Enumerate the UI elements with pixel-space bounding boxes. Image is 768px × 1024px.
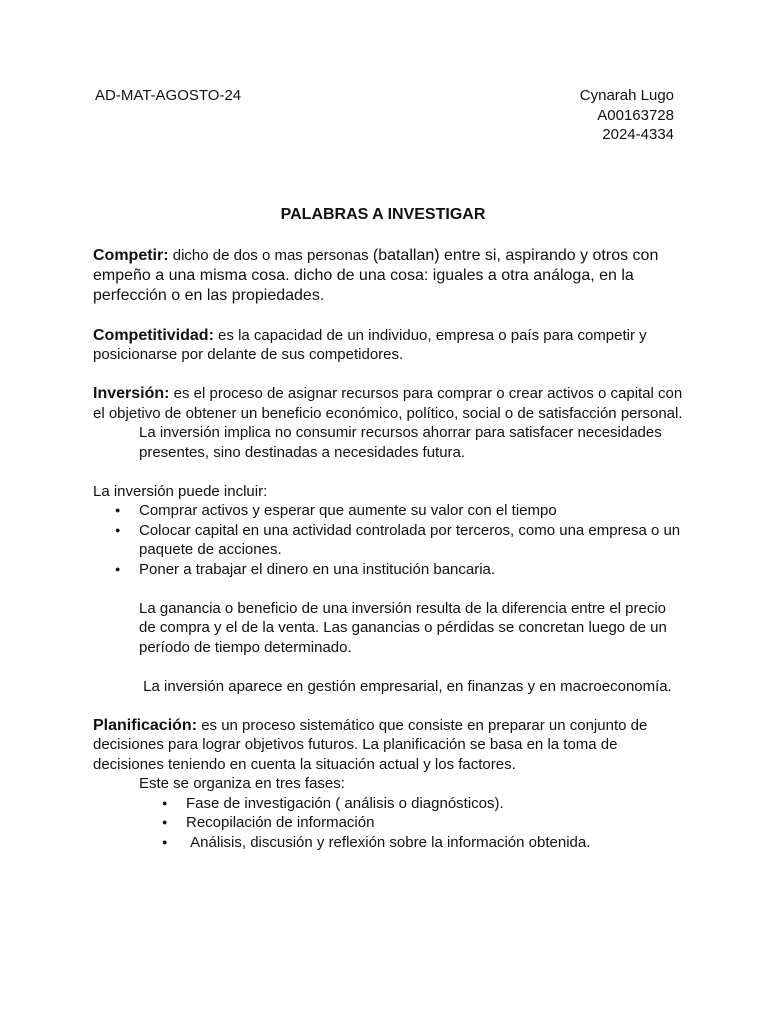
course-code: AD-MAT-AGOSTO-24 <box>95 87 242 104</box>
competir-paragraph <box>93 246 683 306</box>
ganancia-paragraph: La ganancia o beneficio de una inversión resulta de la diferencia entre el precio de compra y el de la venta. Las ganancias o pérdidas se concretan luego de un período de tiempo determinado. <box>139 599 667 656</box>
inversion-paragraph <box>93 384 683 423</box>
competir-text-a: dicho de dos o mas personas <box>168 247 373 264</box>
author-block <box>580 86 674 145</box>
aparece-paragraph: La inversión aparece en gestión empresarial, en finanzas y en macroeconomía. <box>139 677 672 695</box>
competitividad-term: Competitividad: <box>93 326 214 344</box>
author-name: Cynarah Lugo <box>579 87 674 104</box>
fases-intro: Este se organiza en tres fases: <box>139 775 345 792</box>
inversion-text: es el proceso de asignar recursos para comprar o crear activos o capital con el objetivo de obtener un beneficio económico, político, social o de satisfacción personal. <box>93 385 683 422</box>
planificacion-term: Planificación: <box>93 716 198 734</box>
competitividad-text: es la capacidad de un individuo, empresa o país para competir y posicionarse por delante de sus competidores. <box>93 326 647 363</box>
list-item: ● Recopilación de información <box>93 813 683 833</box>
planificacion-text: es un proceso sistemático que consiste en preparar un conjunto de decisiones para lograr objetivos futuros. La planificación se basa en la toma de decisiones teniendo en cuenta la situación actual y los factores. <box>93 716 648 773</box>
list-item: ● Análisis, discusión y reflexión sobre la información obtenida. <box>93 833 683 853</box>
competir-text-b: (batallan) entre si, aspirando y otros con empeño a una misma cosa. dicho de una cosa: iguales a otra análoga, en la perfección o en las propiedades. <box>93 247 659 304</box>
list-item: ● Poner a trabajar el dinero en una institución bancaria. <box>93 560 683 580</box>
fases-list <box>93 794 683 853</box>
inversion-term: Inversión: <box>93 385 170 402</box>
document-title: PALABRAS A INVESTIGAR <box>280 206 486 223</box>
competitividad-paragraph <box>93 326 683 365</box>
inversion-indented-paragraph: La inversión implica no consumir recursos ahorrar para satisfacer necesidades presentes, sino destinadas a necesidades futura. <box>139 424 662 461</box>
inversion-list-intro: La inversión puede incluir: <box>93 482 268 500</box>
list-item: ● Colocar capital en una actividad controlada por terceros, como una empresa o un paquete de acciones. <box>93 521 683 560</box>
inversion-list <box>93 501 683 579</box>
planificacion-paragraph <box>93 716 683 775</box>
author-id: A00163728 <box>597 106 674 124</box>
competir-term: Competir: <box>93 247 169 264</box>
list-item: ● Fase de investigación ( análisis o diagnósticos). <box>93 794 683 814</box>
list-item: ● Comprar activos y esperar que aumente su valor con el tiempo <box>93 501 683 521</box>
document-body <box>93 246 683 852</box>
author-number: 2024-4334 <box>602 126 674 143</box>
